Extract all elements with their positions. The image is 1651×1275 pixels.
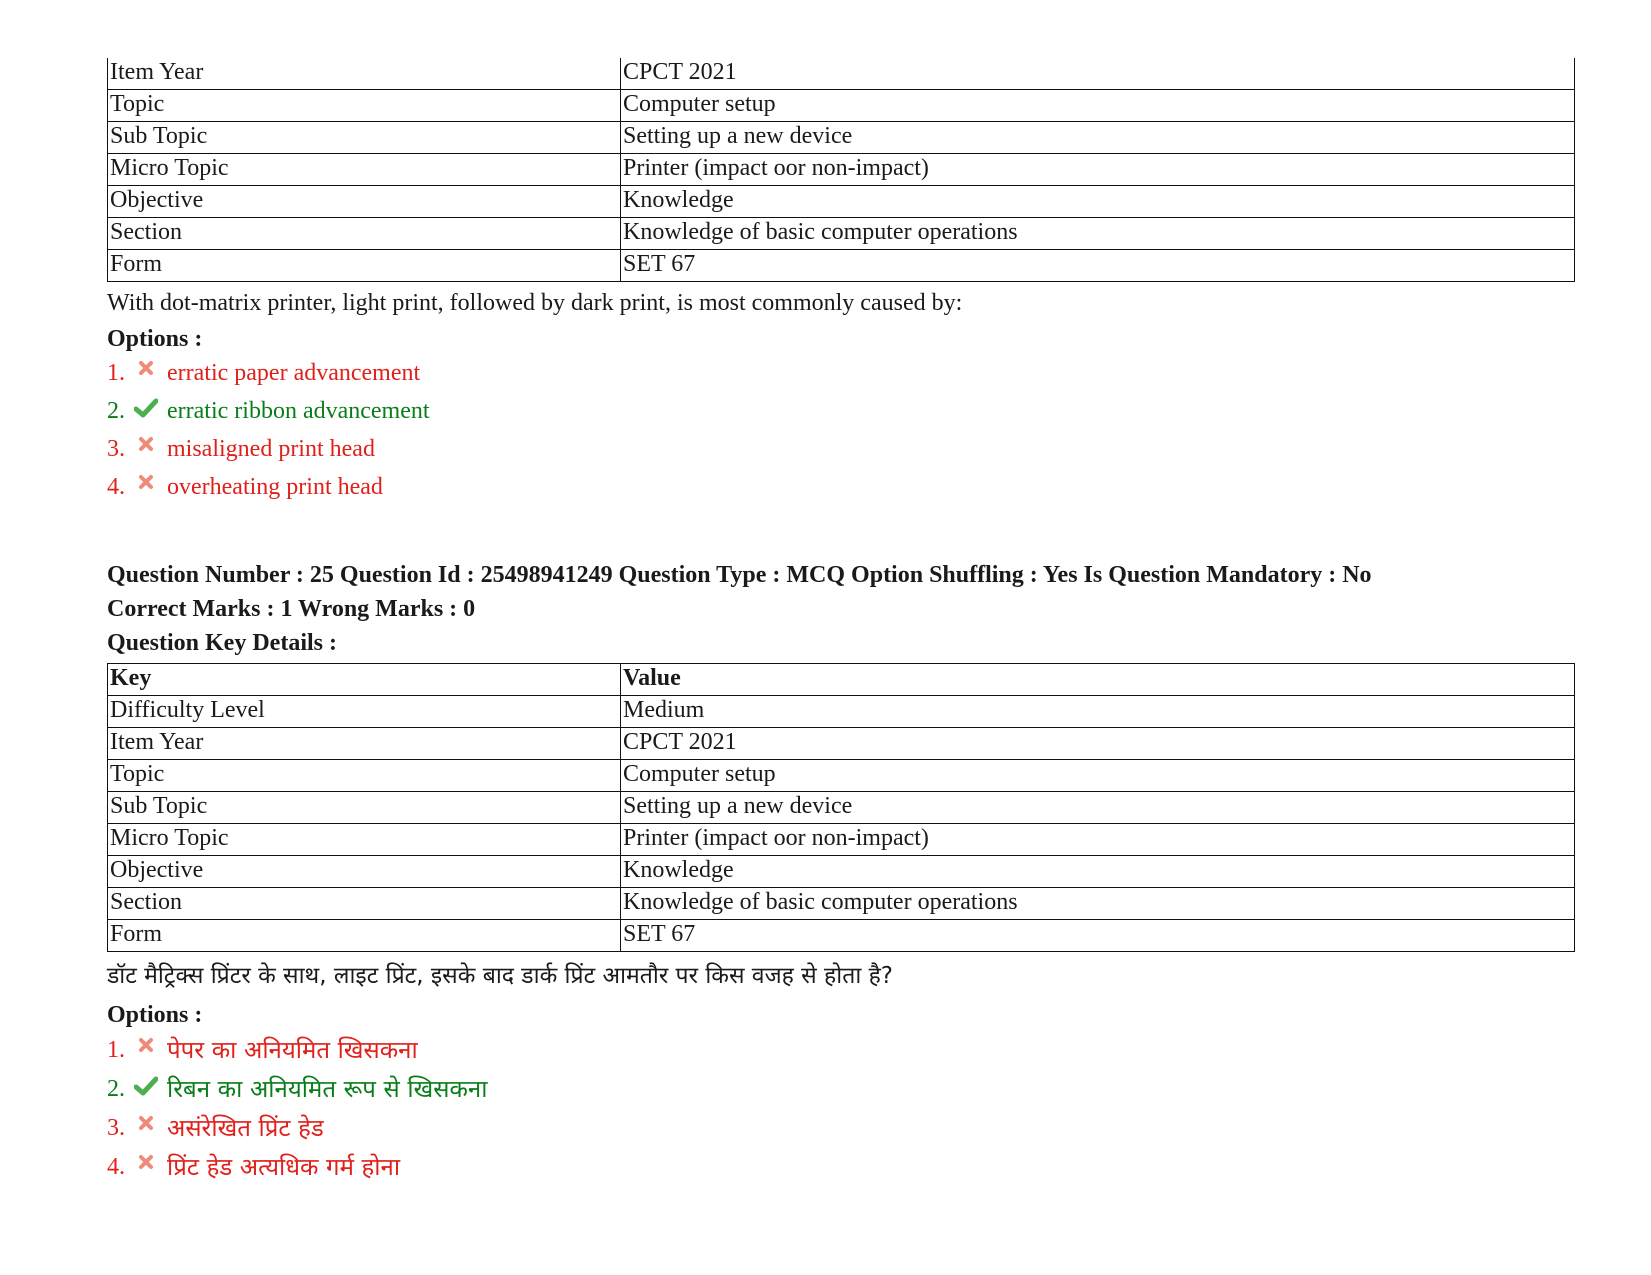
cross-icon: [131, 360, 161, 386]
q24-options-heading: Options :: [107, 326, 203, 352]
detail-value: Setting up a new device: [621, 792, 1575, 824]
detail-key: Section: [108, 888, 621, 920]
q25-question-text: डॉट मैट्रिक्स प्रिंटर के साथ, लाइट प्रिंट, इसके बाद डार्क प्रिंट आमतौर पर किस वजह से होता है?: [107, 963, 894, 989]
table-row: [108, 920, 1575, 952]
option-number: 2.: [107, 398, 125, 424]
option-text: overheating print head: [167, 474, 383, 500]
column-header-value: Value: [621, 664, 1575, 696]
column-header-key: Key: [108, 664, 621, 696]
q25-option-4: [107, 1147, 1575, 1186]
option-number: 1.: [107, 1036, 125, 1063]
option-text: misaligned print head: [167, 436, 375, 462]
q25-option-1: [107, 1030, 1575, 1069]
option-number: 3.: [107, 436, 125, 462]
detail-value: Printer (impact oor non-impact): [621, 154, 1575, 186]
option-number: 4.: [107, 474, 125, 500]
option-number: 2.: [107, 1075, 125, 1102]
table-row: [108, 186, 1575, 218]
q25-options-heading: Options :: [107, 1002, 203, 1028]
cross-icon: [131, 1154, 161, 1180]
cross-icon: [131, 474, 161, 500]
detail-key: Micro Topic: [108, 824, 621, 856]
detail-value: Knowledge of basic computer operations: [621, 888, 1575, 920]
option-text: रिबन का अनियमित रूप से खिसकना: [167, 1074, 488, 1103]
q24-key-details-table: [107, 58, 1575, 282]
detail-value: CPCT 2021: [621, 728, 1575, 760]
table-row: [108, 760, 1575, 792]
cross-icon: [131, 436, 161, 462]
q25-option-3: [107, 1108, 1575, 1147]
table-row: [108, 122, 1575, 154]
table-row: [108, 792, 1575, 824]
q25-key-details-heading: Question Key Details :: [107, 630, 337, 656]
cross-icon: [131, 1037, 161, 1063]
detail-key: Item Year: [108, 728, 621, 760]
q24-option-4: [107, 468, 1575, 506]
table-row: [108, 154, 1575, 186]
table-row: [108, 250, 1575, 282]
option-number: 3.: [107, 1114, 125, 1141]
option-number: 4.: [107, 1153, 125, 1180]
detail-value: CPCT 2021: [621, 58, 1575, 90]
q24-option-1: [107, 354, 1575, 392]
q24-option-2: [107, 392, 1575, 430]
q25-key-details-table: [107, 663, 1575, 952]
detail-key: Form: [108, 920, 621, 952]
detail-key: Difficulty Level: [108, 696, 621, 728]
table-row: [108, 58, 1575, 90]
detail-value: Medium: [621, 696, 1575, 728]
detail-key: Section: [108, 218, 621, 250]
detail-value: Computer setup: [621, 760, 1575, 792]
detail-value: Knowledge: [621, 856, 1575, 888]
q25-meta-line: Question Number : 25 Question Id : 25498941249 Question Type : MCQ Option Shuffling : Yes Is Question Mandatory : No: [107, 562, 1372, 588]
detail-key: Topic: [108, 90, 621, 122]
table-row: [108, 856, 1575, 888]
question-paper-page: [107, 58, 1575, 1186]
detail-key: Item Year: [108, 58, 621, 90]
detail-value: Setting up a new device: [621, 122, 1575, 154]
detail-value: Knowledge: [621, 186, 1575, 218]
table-row: [108, 696, 1575, 728]
q24-question-text: With dot-matrix printer, light print, followed by dark print, is most commonly caused by:: [107, 290, 963, 316]
option-text: प्रिंट हेड अत्यधिक गर्म होना: [167, 1152, 401, 1181]
detail-key: Form: [108, 250, 621, 282]
q25-option-2: [107, 1069, 1575, 1108]
detail-key: Sub Topic: [108, 122, 621, 154]
detail-key: Topic: [108, 760, 621, 792]
option-text: असंरेखित प्रिंट हेड: [167, 1113, 324, 1142]
table-row: [108, 888, 1575, 920]
detail-key: Micro Topic: [108, 154, 621, 186]
option-text: erratic paper advancement: [167, 360, 421, 386]
table-row: [108, 90, 1575, 122]
option-number: 1.: [107, 360, 125, 386]
option-text: erratic ribbon advancement: [167, 398, 430, 424]
checkmark-icon: [131, 398, 161, 424]
table-row: [108, 218, 1575, 250]
detail-value: Knowledge of basic computer operations: [621, 218, 1575, 250]
table-row: [108, 824, 1575, 856]
table-header-row: [108, 664, 1575, 696]
detail-value: Printer (impact oor non-impact): [621, 824, 1575, 856]
q24-option-3: [107, 430, 1575, 468]
detail-key: Sub Topic: [108, 792, 621, 824]
detail-value: SET 67: [621, 250, 1575, 282]
cross-icon: [131, 1115, 161, 1141]
checkmark-icon: [131, 1076, 161, 1102]
detail-key: Objective: [108, 186, 621, 218]
detail-value: SET 67: [621, 920, 1575, 952]
detail-key: Objective: [108, 856, 621, 888]
option-text: पेपर का अनियमित खिसकना: [167, 1035, 418, 1064]
q25-marks-line: Correct Marks : 1 Wrong Marks : 0: [107, 596, 476, 622]
detail-value: Computer setup: [621, 90, 1575, 122]
table-row: [108, 728, 1575, 760]
